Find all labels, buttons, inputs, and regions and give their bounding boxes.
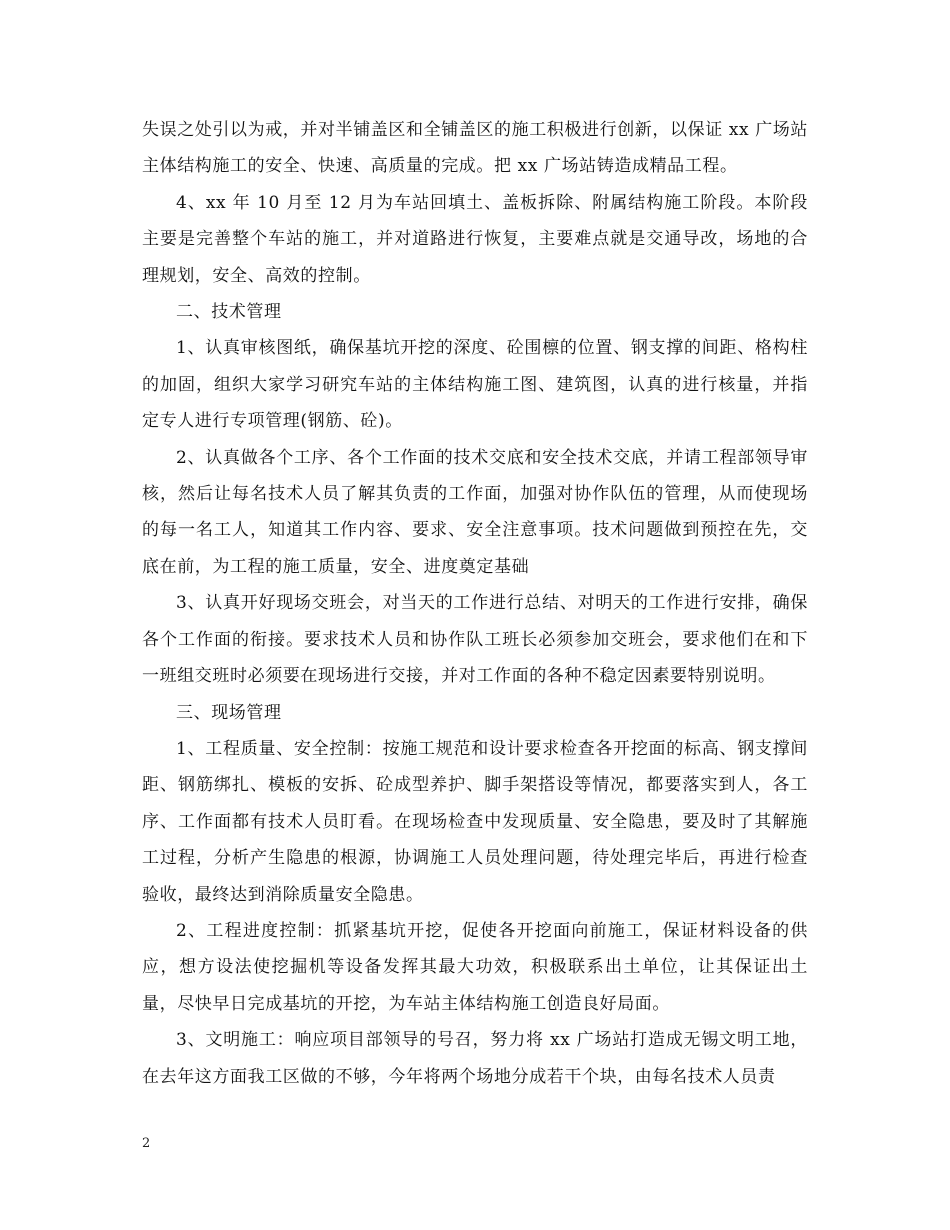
paragraph-site-3: 3、文明施工：响应项目部领导的号召，努力将 xx 广场站打造成无锡文明工地，在去年这方面我工区做的不够，今年将两个场地分成若干个块，由每名技术人员责 — [142, 1030, 808, 1087]
paragraph-technical-1: 1、认真审核图纸，确保基坑开挖的深度、砼围檩的位置、钢支撑的间距、格构柱的加固，组织大家学习研究车站的主体结构施工图、建筑图，认真的进行核量，并指定专人进行专项管理(钢筋、砼)。 — [142, 338, 808, 432]
page-number: 2 — [142, 1136, 151, 1151]
section-heading-technical-management: 二、技术管理 — [176, 302, 282, 323]
paragraph-phase-4: 4、xx 年 10 月至 12 月为车站回填土、盖板拆除、附属结构施工阶段。本阶段主要是完善整个车站的施工，并对道路进行恢复，主要难点就是交通导改，场地的合理规划，安全、高效的控制。 — [142, 192, 808, 286]
paragraph-technical-2: 2、认真做各个工序、各个工作面的技术交底和安全技术交底，并请工程部领导审核，然后让每名技术人员了解其负责的工作面，加强对协作队伍的管理，从而使现场的每一名工人，知道其工作内容、要求、安全注意事项。技术问题做到预控在先，交底在前，为工程的施工质量，安全、进度奠定基础 — [142, 447, 808, 577]
section-heading-site-management: 三、现场管理 — [176, 702, 282, 723]
paragraph-technical-3: 3、认真开好现场交班会，对当天的工作进行总结、对明天的工作进行安排，确保各个工作面的衔接。要求技术人员和协作队工班长必须参加交班会，要求他们在和下一班组交班时必须要在现场进行交接，并对工作面的各种不稳定因素要特别说明。 — [142, 593, 808, 687]
paragraph-site-1: 1、工程质量、安全控制：按施工规范和设计要求检查各开挖面的标高、钢支撑间距、钢筋绑扎、模板的安拆、砼成型养护、脚手架搭设等情况，都要落实到人，各工序、工作面都有技术人员盯看。在现场检查中发现质量、安全隐患，要及时了其解施工过程，分析产生隐患的根源，协调施工人员处理问题，待处理完毕后，再进行检查验收，最终达到消除质量安全隐患。 — [142, 738, 808, 905]
paragraph-continuation: 失误之处引以为戒，并对半铺盖区和全铺盖区的施工积极进行创新，以保证 xx 广场站主体结构施工的安全、快速、高质量的完成。把 xx 广场站铸造成精品工程。 — [142, 120, 808, 177]
paragraph-site-2: 2、工程进度控制：抓紧基坑开挖，促使各开挖面向前施工，保证材料设备的供应，想方设法使挖掘机等设备发挥其最大功效，积极联系出土单位，让其保证出土量，尽快早日完成基坑的开挖，为车站主体结构施工创造良好局面。 — [142, 920, 808, 1014]
document-body — [142, 112, 808, 1095]
